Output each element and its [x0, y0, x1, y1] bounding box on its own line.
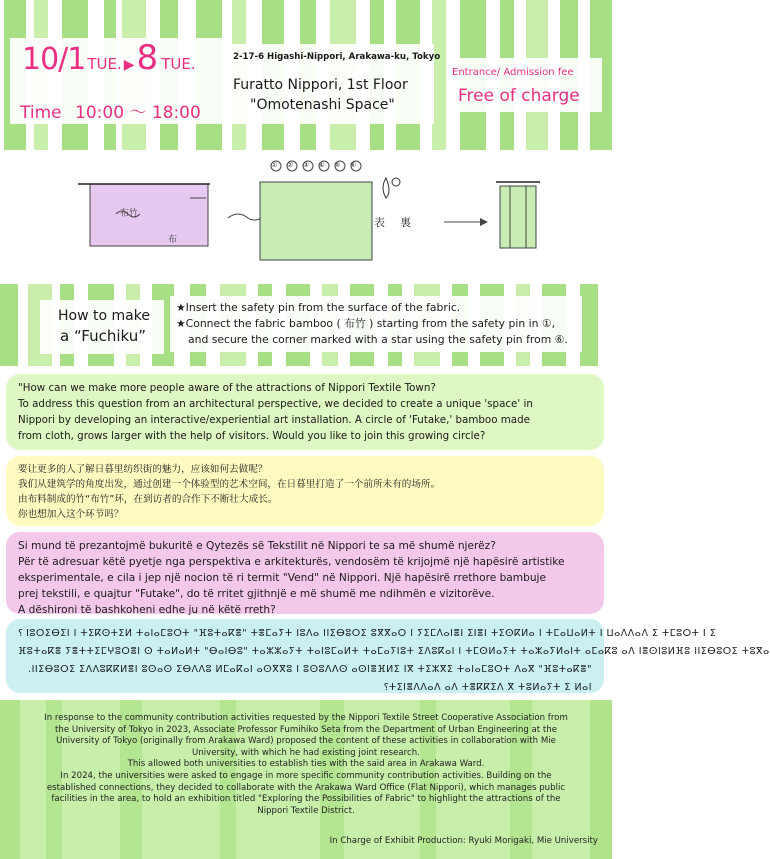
chinese-line: 你也想加入这个环节吗？: [18, 509, 124, 520]
pin-numbers: [271, 161, 366, 169]
english-line: To address this question from an architectural perspective, we decided to create a unique 'space' in: [18, 398, 533, 410]
footer-description: [14, 713, 598, 817]
pin-sketch: [383, 178, 400, 198]
date-start: 10/1: [22, 42, 86, 77]
albanian-line: prej tekstili, e quajtur "Futake", do të rritet gjithnjë e më shumë me ndihmën e vizitorëve.: [18, 588, 495, 600]
footer-line: Nippori Textile District.: [257, 805, 355, 816]
chinese-line: 由布料制成的竹“布竹”环，在到访者的合作下不断壮大成长。: [18, 494, 278, 505]
label-bamboo: 布竹: [120, 209, 139, 219]
howto-step-2: ★Connect the fabric bamboo ( 布竹 ) starting from the safety pin in ①,: [176, 317, 556, 330]
day-end: TUE.: [161, 55, 196, 73]
pin-2: ②: [286, 161, 303, 169]
chinese-panel: [6, 456, 604, 526]
footer-line: established connections, they decided to collaborate with the Arakawa Ward Office (Flat Nippori), which manages public: [46, 782, 566, 793]
howto-step-1: ★Insert the safety pin from the surface of the fabric.: [176, 301, 461, 314]
arrow-head: [480, 218, 488, 226]
english-line: "How can we make more people aware of the attractions of Nippori Textile Town?: [18, 382, 436, 394]
pin-4: ④: [318, 161, 335, 169]
tifinagh-panel: [6, 619, 770, 693]
footer-line: In 2024, the universities were asked to engage in more specific community contribution activities. Building on the: [60, 770, 552, 781]
tifinagh-line: ؟ ⵏⵓⵔⵉⴱⵉⵏ ⵏ ⵜⵉⴽⵙⵜⵉⵍ ⵜⴰⵏⴰⵎⵓⵔⵜ "ⴼⵓⵜⴰⴽⴻ" ⵜⴻⵎⴰⵢⵜ ⵏⵓⴷⴰ ⵏⵏⵉⴱⵓⵔⵉ ⵓⴳⴳⴰⵔ ⵏ ⵢⵉⵎⴷⴰⵏⴻⵏ ⵉⵏⴻⵏ ⵜⵉⵙⴽⵍⴰ ⵏ ⵜⵎⴰⵡⴰⵍⵜ ⵏ ⵡⴰⴷⴷⴰⴷ ⵉ ⵜⵎⵓⵔⵜ ⵏ ⵉ: [18, 628, 717, 639]
time-label: Time: [20, 103, 62, 123]
howto-title: [58, 306, 150, 346]
tifinagh-line: .ⵏⵏⵉⴱⵓⵔⵉ ⵉⴷⴷⵓⴽⴽⵍⴻⵏ ⵓⵙⴰⵙ ⵉⴱⴷⴷⵓ ⵍⵎⴰⴽⴰⵏ ⴰⵙⴳⴳⵓ ⵏ ⵓⵙⵓⴷⴷⵙ ⴰⵙⵏⴻⴼⵍⵉ ⵏⴳ ⵜⵉⵣⴳⵉ ⵜⴰⵏⴰⵎⵓⵔⵜ ⴷⴰⴳ "ⴼⵓⵜⴰⴽⴻ": [28, 664, 592, 675]
pin-6: ⑥: [349, 161, 366, 169]
english-line: Nippori by developing an interactive/experiential art installation. A circle of 'Futake,' bamboo made: [18, 414, 530, 426]
english-panel: [6, 374, 604, 450]
fabric-sketch-1: [78, 184, 210, 246]
chinese-line: 要让更多的人了解日暮里纺织街的魅力，应该如何去做呢？: [18, 464, 268, 475]
event-time: [20, 98, 201, 123]
time-range: 10:00 ～ 18:00: [75, 103, 201, 123]
howto-step-2b: and secure the corner marked with a star using the safety pin from ⑥.: [188, 333, 568, 346]
howto-title-line2: a “Fuchiku”: [60, 327, 147, 345]
fabric-sketch-3: [496, 182, 540, 248]
label-back: 裏: [400, 216, 411, 229]
howto-title-line1: How to make: [58, 308, 150, 324]
pin-1: ①: [271, 161, 287, 169]
fee-value: Free of charge: [458, 86, 580, 106]
event-dates: [22, 38, 196, 78]
footer-line: This allowed both universities to establish ties with the said area in Arakawa Ward.: [127, 759, 485, 770]
label-fabric: 布: [168, 235, 178, 245]
venue-space: "Omotenashi Space": [250, 97, 395, 113]
tifinagh-line: ؟ⵜⵉⵏⴻⴷⴷⴰⴷ ⴰⴷ ⵜⴻⴽⴽⵉⴷ ⴳ ⵜⵓⵍⴰⵢⵜ ⵉ ⵍⴰⵏ: [383, 682, 592, 693]
chinese-line: 我们从建筑学的角度出发，通过创建一个体验型的艺术空间，在日暮里打造了一个前所未有的场所。: [18, 479, 441, 490]
fabric-sketch-2: [260, 161, 372, 260]
venue-name: Furatto Nippori, 1st Floor: [233, 77, 408, 93]
footer-line: the University of Tokyo in 2023, Associate Professor Fumihiko Seta from the Department of Urban Engineering at the: [55, 724, 557, 735]
albanian-line: Për të adresuar këtë pyetje nga perspektiva e arkitekturës, vendosëm të krijojmë një hapësirë artistike: [18, 556, 565, 568]
production-credit: In Charge of Exhibit Production: Ryuki Morigaki, Mie University: [329, 836, 598, 846]
tifinagh-line: ⴼⵓⵜⴰⴽⴻ ⵢⴻⵜⵜⵉⵎⵖⵓⵔⴻⵏ ⵙ ⵜⴰⵍⴰⵍⵜ "ⴱⴰⵏⴱⵓ" ⵜⴰⵣⵣⴰⵢⵜ ⵜⴰⵏⵓⵎⴰⵍⵜ ⵜⴰⵎⴰⵢⵏⵓⵜ ⵉⴷⵓⴽⴰⵏ ⵏ ⵜⵎⵙⵍⴰⵢⵜ ⵜⴰⵣⴰⵢⵍⴰⵏⵜ ⴰⵎⴰⴽⵓ ⴰⴷ ⵏⴻⵙⵏⵓⵍⴼⵓ ⵏⵏⵉⴱⵓⵔⵉ ⵜⵓⴳⴰ: [18, 646, 770, 657]
albanian-line: A dëshironi të bashkoheni edhe ju në këtë rreth?: [18, 604, 276, 616]
fee-label: Entrance/ Admission fee: [452, 67, 574, 78]
label-front: 表: [374, 216, 385, 229]
footer-line: In response to the community contribution activities requested by the Nippori Textile Street Cooperative Association from: [44, 713, 568, 723]
day-start: TUE.: [87, 55, 122, 73]
howto-steps: [176, 300, 568, 348]
arrow-squiggle-1: [228, 214, 262, 220]
pin-3: ③: [302, 161, 319, 169]
albanian-panel: [6, 532, 604, 614]
footer-line: University of Tokyo (originally from Arakawa Ward) proposed the content of these activities in collaboration with Mie: [56, 736, 556, 747]
english-line: from cloth, grows larger with the help of visitors. Would you like to join this growing circle?: [18, 430, 486, 442]
arrow-icon: ▶: [123, 57, 135, 73]
address: 2-17-6 Higashi-Nippori, Arakawa-ku, Tokyo: [233, 52, 441, 62]
albanian-line: eksperimentale, e cila i jep një nocion të ri termit "Vend" në Nippori. Një hapësirë rrethore bambuje: [18, 572, 547, 584]
footer-line: facilities in the area, to hold an exhibition titled "Exploring the Possibilities of Fabric" to highlight the attractions of the: [51, 794, 561, 805]
albanian-line: Si mund të prezantojmë bukuritë e Qytezës së Tekstilit në Nippori te sa më shumë njerëz?: [18, 540, 496, 552]
date-end: 8: [136, 38, 159, 78]
pin-5: ⑤: [334, 161, 350, 169]
footer-line: University, with which he had existing joint research.: [192, 747, 420, 758]
